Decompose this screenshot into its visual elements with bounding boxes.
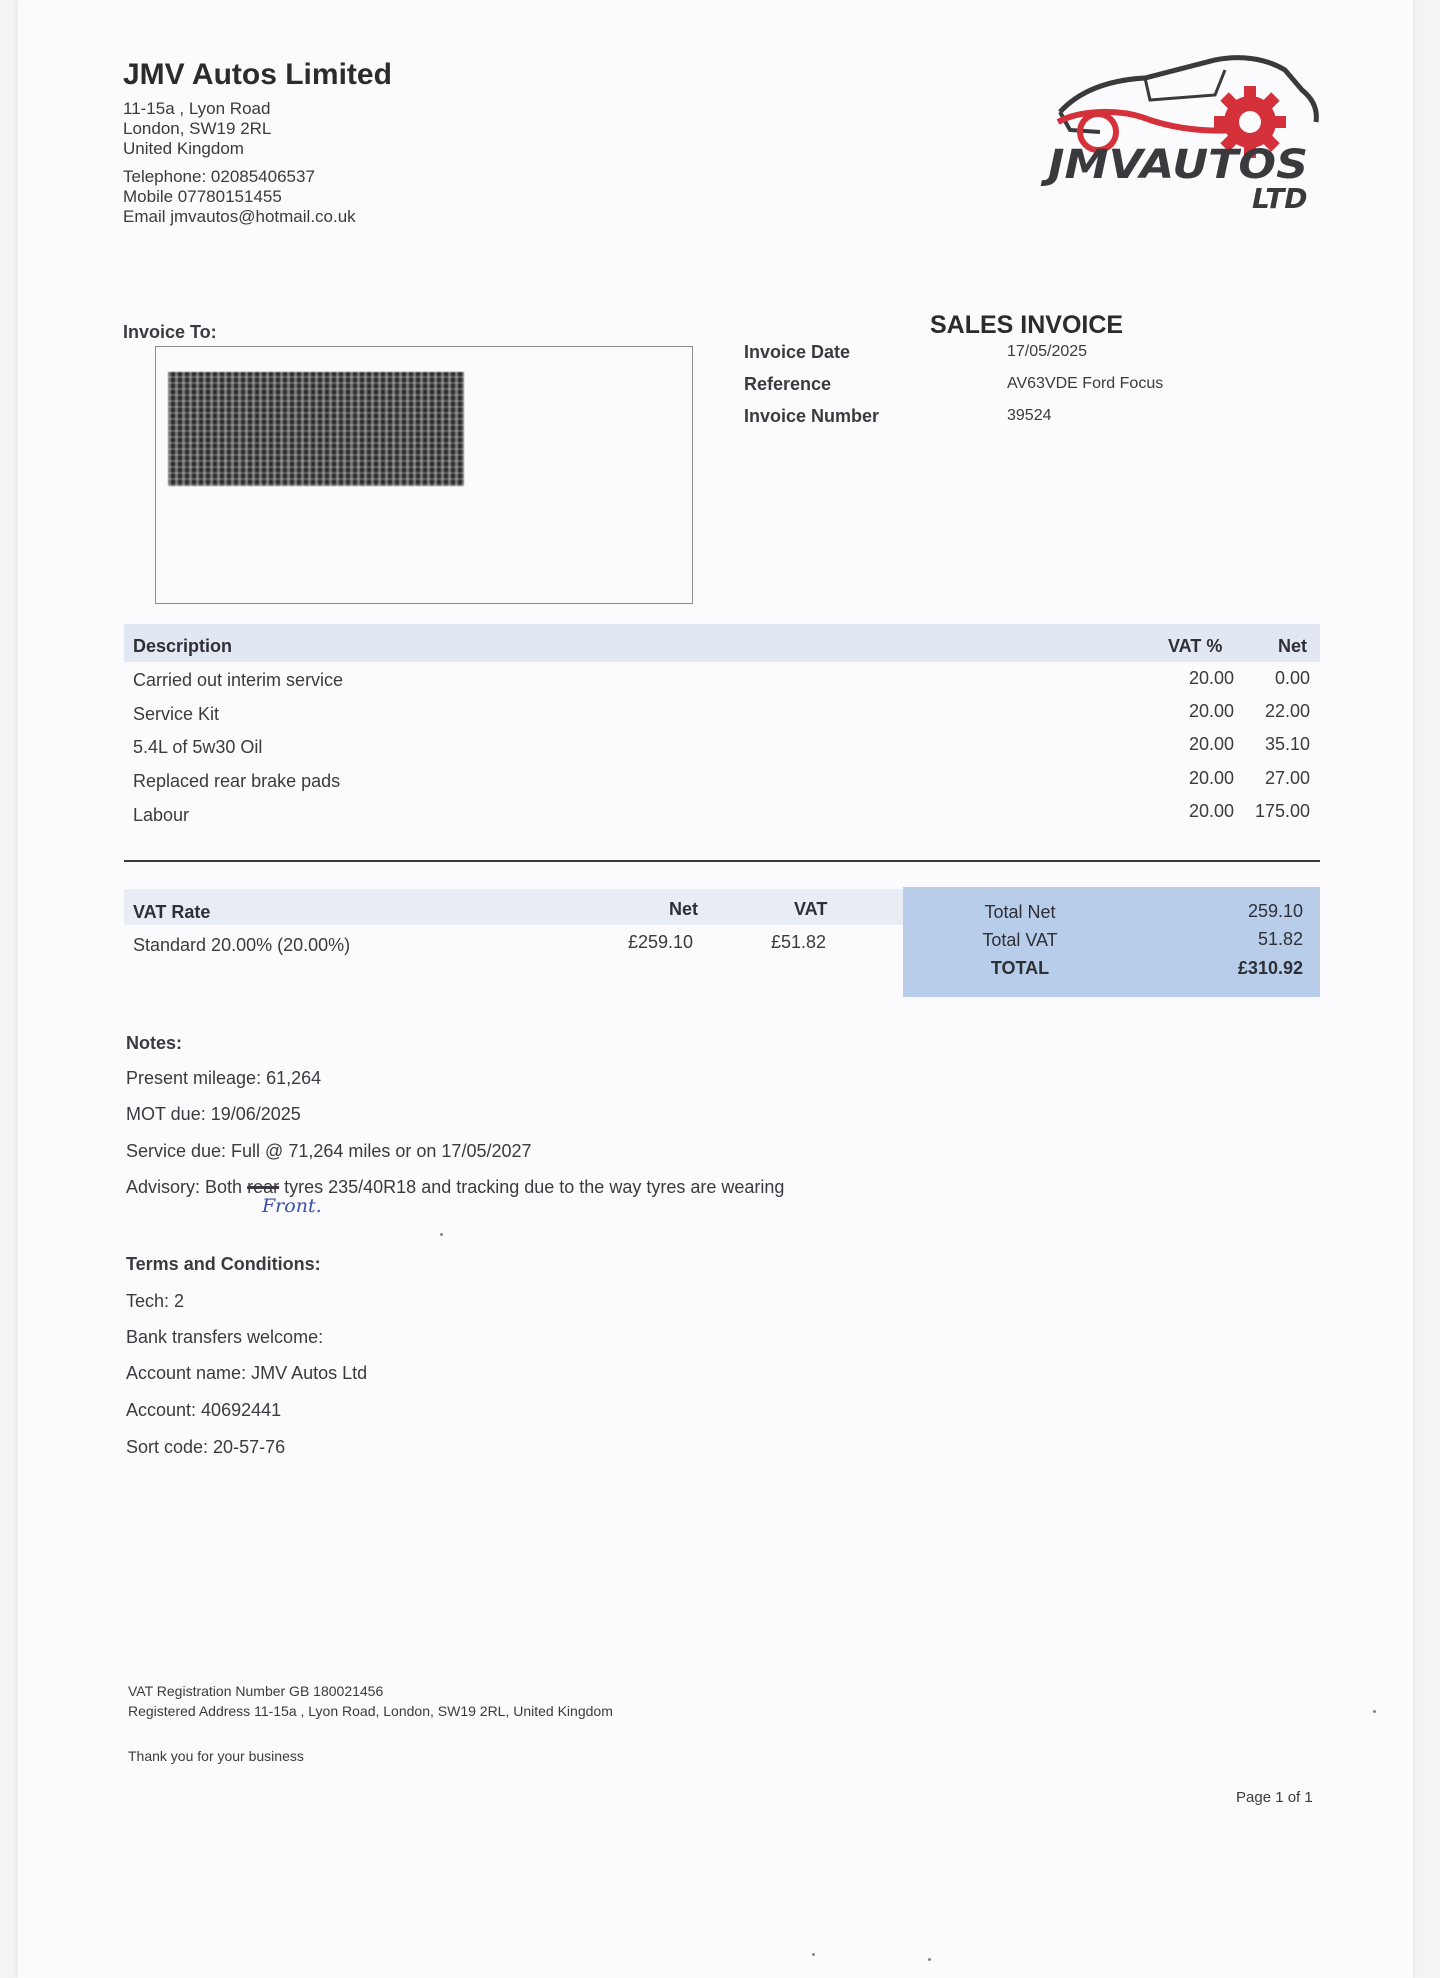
address-line: United Kingdom	[123, 139, 244, 158]
scan-speck	[812, 1953, 815, 1956]
item-net: 175.00	[1254, 801, 1310, 821]
company-contact	[123, 167, 356, 227]
invoice-date-label: Invoice Date	[744, 342, 851, 362]
net-header: Net	[1278, 636, 1308, 656]
vat-rate-header: VAT Rate	[133, 902, 211, 922]
company-telephone: Telephone: 02085406537	[123, 167, 315, 186]
total-net-label: Total Net	[984, 902, 1056, 922]
item-net: 27.00	[1264, 768, 1310, 788]
registered-address: Registered Address 11-15a , Lyon Road, London, SW19 2RL, United Kingdom	[128, 1703, 613, 1719]
item-vat: 20.00	[1188, 768, 1234, 788]
vat-rate-value: Standard 20.00% (20.00%)	[133, 935, 351, 955]
scan-speck	[1373, 1710, 1376, 1713]
redacted-customer-address	[168, 372, 464, 486]
scan-speck	[440, 1233, 443, 1236]
advisory-rest: tyres 235/40R18 and tracking due to the way tyres are wearing	[284, 1177, 785, 1197]
total-net-value: 259.10	[1247, 901, 1303, 921]
total-vat-label: Total VAT	[982, 930, 1058, 950]
vat-amount-value: £51.82	[771, 932, 827, 952]
advisory-prefix: Advisory: Both	[126, 1177, 243, 1197]
invoice-number: 39524	[1007, 407, 1052, 424]
terms-tech: Tech: 2	[126, 1291, 185, 1311]
invoice-date: 17/05/2025	[1007, 343, 1088, 360]
item-description: Labour	[133, 805, 190, 825]
terms-sort-code: Sort code: 20-57-76	[126, 1437, 286, 1457]
company-name: JMV Autos Limited	[123, 58, 392, 91]
terms-title: Terms and Conditions:	[126, 1254, 321, 1274]
reference-label: Reference	[744, 374, 832, 394]
vat-net-header: Net	[669, 899, 699, 919]
terms-account: Account: 40692441	[126, 1400, 282, 1420]
item-vat: 20.00	[1188, 801, 1234, 821]
company-address	[123, 99, 271, 159]
vat-net-value: £259.10	[628, 932, 694, 952]
company-email: Email jmvautos@hotmail.co.uk	[123, 207, 356, 226]
description-header: Description	[133, 636, 233, 656]
item-net: 0.00	[1274, 668, 1310, 688]
vat-percent-header: VAT %	[1168, 636, 1223, 656]
grand-total-value: £310.92	[1237, 958, 1303, 978]
item-description: Replaced rear brake pads	[133, 771, 341, 791]
handwritten-correction: Front.	[262, 1195, 322, 1217]
item-vat: 20.00	[1188, 701, 1234, 721]
table-divider	[124, 860, 1320, 862]
sales-invoice-title: SALES INVOICE	[930, 311, 1124, 339]
thanks-message: Thank you for your business	[128, 1748, 304, 1764]
address-line: London, SW19 2RL	[123, 119, 272, 138]
item-net: 35.10	[1264, 734, 1310, 754]
address-line: 11-15a , Lyon Road	[123, 99, 271, 118]
page-number: Page 1 of 1	[1236, 1789, 1313, 1806]
item-net: 22.00	[1264, 701, 1310, 721]
item-description: Carried out interim service	[133, 670, 344, 690]
logo-subtext: LTD	[1252, 182, 1308, 215]
items-table-header	[124, 624, 1320, 662]
jmv-autos-logo	[1040, 50, 1325, 220]
notes-title: Notes:	[126, 1033, 183, 1053]
item-description: Service Kit	[133, 704, 220, 724]
terms-account-name: Account name: JMV Autos Ltd	[126, 1363, 368, 1383]
vat-registration: VAT Registration Number GB 180021456	[128, 1683, 384, 1699]
reference-value: AV63VDE Ford Focus	[1007, 375, 1164, 392]
scan-speck	[928, 1958, 931, 1961]
logo-text: JMVAUTOS	[1040, 142, 1308, 188]
advisory-struck-word: rear	[247, 1177, 280, 1197]
note-advisory	[126, 1177, 784, 1198]
note-mileage: Present mileage: 61,264	[126, 1068, 322, 1088]
company-mobile: Mobile 07780151455	[123, 187, 282, 206]
vat-summary-header	[124, 889, 904, 925]
note-service: Service due: Full @ 71,264 miles or on 17/05/2027	[126, 1141, 532, 1161]
invoice-to-label: Invoice To:	[123, 322, 217, 342]
invoice-number-label: Invoice Number	[744, 406, 880, 426]
terms-bank: Bank transfers welcome:	[126, 1327, 324, 1347]
item-vat: 20.00	[1188, 734, 1234, 754]
item-vat: 20.00	[1188, 668, 1234, 688]
item-description: 5.4L of 5w30 Oil	[133, 737, 263, 757]
note-mot: MOT due: 19/06/2025	[126, 1104, 301, 1124]
vat-amount-header: VAT	[794, 899, 828, 919]
grand-total-label: TOTAL	[990, 958, 1050, 978]
total-vat-value: 51.82	[1257, 929, 1303, 949]
